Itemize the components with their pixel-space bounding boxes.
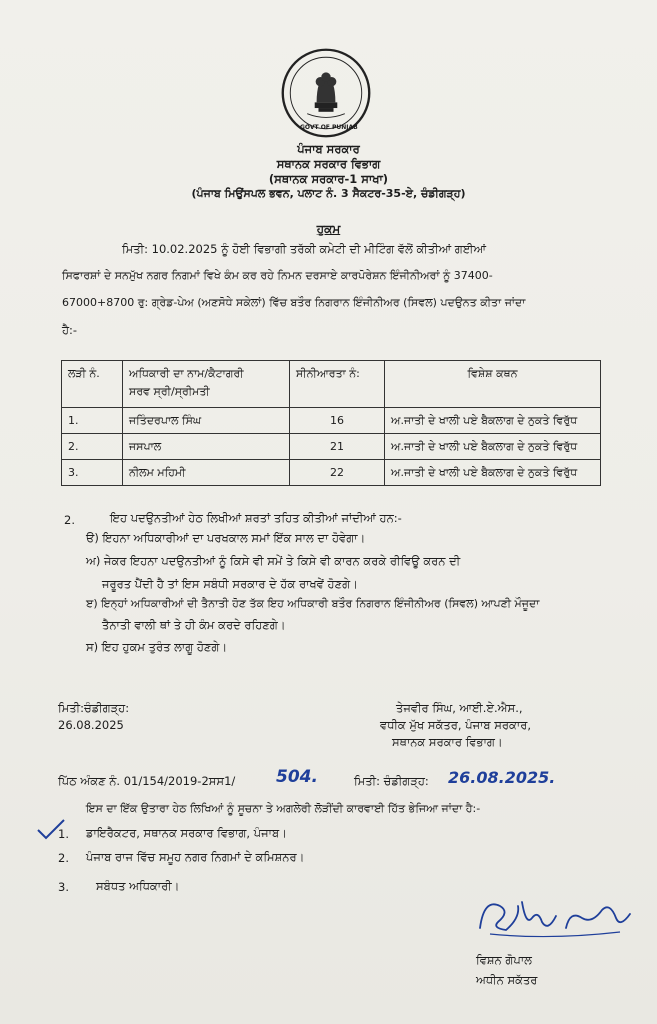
- condition-a: ੳ) ਇਹਨਾ ਅਧਿਕਾਰੀਆਂ ਦਾ ਪਰਖਕਾਲ ਸਮਾਂ ਇੱਕ ਸਾਲ ਦਾ ਹੋਵੇਗਾ।: [86, 531, 366, 545]
- undersigned-name: ਵਿਸ਼ਨ ਗੋਪਾਲ: [476, 953, 532, 967]
- header-branch: (ਸਥਾਨਕ ਸਰਕਾਰ-1 ਸਾਖਾ): [268, 172, 389, 186]
- conditions-intro: ਇਹ ਪਦਉਨਤੀਆਂ ਹੇਠ ਲਿਖੀਆਂ ਸ਼ਰਤਾਂ ਤਹਿਤ ਕੀਤੀਆਂ ਜਾਂਦੀਆਂ ਹਨ:-: [110, 511, 402, 525]
- endorsement-intro: ਇਸ ਦਾ ਇੱਕ ਉਤਾਰਾ ਹੇਠ ਲਿਖਿਆਂ ਨੂੰ ਸੂਚਨਾ ਤੇ ਅਗਲੇਰੀ ਲੋੜੀਂਦੀ ਕਾਰਵਾਈ ਹਿੱਤ ਭੇਜਿਆ ਜਾਂਦਾ ਹੈ:-: [86, 802, 481, 815]
- cell-serial: 1.: [62, 408, 123, 434]
- table-row: [62, 460, 601, 486]
- header-name: [123, 361, 290, 408]
- order-para-line-2: ਸਿਫਾਰਸ਼ਾਂ ਦੇ ਸਨਮੁੱਖ ਨਗਰ ਨਿਗਮਾਂ ਵਿਖੇ ਕੰਮ ਕਰ ਰਹੇ ਨਿਮਨ ਦਰਸਾਏ ਕਾਰਪੋਰੇਸ਼ਨ ਇੰਜੀਨੀਅਰਾਂ ਨੂੰ 37400-: [62, 269, 493, 282]
- copy-item-text: ਪੰਜਾਬ ਰਾਜ ਵਿੱਚ ਸਮੂਹ ਨਗਰ ਨਿਗਮਾਂ ਦੇ ਕਮਿਸ਼ਨਰ।: [86, 850, 305, 864]
- header-department: ਸਥਾਨਕ ਸਰਕਾਰ ਵਿਭਾਗ: [276, 157, 381, 171]
- copy-item-number: 3.: [58, 880, 69, 894]
- endorsement-date-handwritten: 26.08.2025.: [448, 768, 556, 787]
- promotion-table: [61, 360, 601, 486]
- conditions-number: 2.: [64, 513, 75, 527]
- signatory-department: ਸਥਾਨਕ ਸਰਕਾਰ ਵਿਭਾਗ।: [392, 735, 503, 749]
- order-para-line-3: 67000+8700 ਰੁ: ਗ੍ਰੇਡ-ਪੇਅ (ਅਣਸੋਧੇ ਸਕੇਲਾਂ) ਵਿੱਚ ਬਤੌਰ ਨਿਗਰਾਨ ਇੰਜੀਨੀਅਰ (ਸਿਵਲ) ਪਦਉਨਤ ਕੀਤਾ ਜਾਂਦਾ: [62, 296, 526, 309]
- signatory-name: ਤੇਜਵੀਰ ਸਿੰਘ, ਆਈ.ਏ.ਐਸ.,: [396, 701, 523, 715]
- cell-seniority: 16: [290, 408, 385, 434]
- header-remarks: ਵਿਸ਼ੇਸ਼ ਕਥਨ: [385, 361, 601, 408]
- header-address: (ਪੰਜਾਬ ਮਿਉਂਸਪਲ ਭਵਨ, ਪਲਾਟ ਨੰ. 3 ਸੈਕਟਰ-35-ਏ, ਚੰਡੀਗੜ੍ਹ): [191, 187, 466, 200]
- handwritten-signature-icon: [470, 888, 640, 958]
- cell-name: ਜਤਿੰਦਰਪਾਲ ਸਿੰਘ: [123, 408, 290, 434]
- endorsement-ref-handwritten: 504.: [276, 767, 318, 787]
- header-government: ਪੰਜਾਬ ਸਰਕਾਰ: [297, 142, 360, 156]
- endorsement-date-label: ਮਿਤੀ: ਚੰਡੀਗੜ੍ਹ:: [354, 774, 429, 788]
- cell-serial: 3.: [62, 460, 123, 486]
- copy-item-text: ਡਾਇਰੈਕਟਰ, ਸਥਾਨਕ ਸਰਕਾਰ ਵਿਭਾਗ, ਪੰਜਾਬ।: [86, 826, 287, 840]
- condition-c-line-2: ਤੈਨਾਤੀ ਵਾਲੀ ਥਾਂ ਤੇ ਹੀ ਕੰਮ ਕਰਦੇ ਰਹਿਣਗੇ।: [102, 618, 286, 632]
- table-header-row: [62, 361, 601, 408]
- copy-item-text: ਸਬੰਧਤ ਅਧਿਕਾਰੀ।: [96, 879, 180, 893]
- cell-seniority: 21: [290, 434, 385, 460]
- place-label: ਮਿਤੀ:ਚੰਡੀਗੜ੍ਹ:: [58, 701, 130, 715]
- condition-c-line-1: ੲ) ਇਨ੍ਹਾਂ ਅਧਿਕਾਰੀਆਂ ਦੀ ਤੈਨਾਤੀ ਹੋਣ ਤੱਕ ਇਹ ਅਧਿਕਾਰੀ ਬਤੌਰ ਨਿਗਰਾਨ ਇੰਜੀਨੀਅਰ (ਸਿਵਲ) ਆਪਣੀ ਮੌਜੂਦਾ: [86, 597, 540, 610]
- order-para-line-4: ਹੈ:-: [62, 323, 78, 337]
- table-row: [62, 408, 601, 434]
- cell-name: ਜਸਪਾਲ: [123, 434, 290, 460]
- header-name-main: ਅਧਿਕਾਰੀ ਦਾ ਨਾਮ/ਕੈਟਾਗਰੀ: [129, 367, 244, 380]
- condition-d: ਸ) ਇਹ ਹੁਕਮ ਤੁਰੰਤ ਲਾਗੂ ਹੋਣਗੇ।: [86, 640, 228, 654]
- endorsement-ref: ਪਿੱਠ ਅੰਕਣ ਨੰ. 01/154/2019-2ਸਸ1/: [58, 774, 236, 788]
- header-name-sub: ਸਰਵ ਸ੍ਰੀ/ਸ੍ਰੀਮਤੀ: [129, 385, 210, 398]
- signatory-designation: ਵਧੀਕ ਮੁੱਖ ਸਕੱਤਰ, ਪੰਜਾਬ ਸਰਕਾਰ,: [380, 718, 531, 732]
- cell-serial: 2.: [62, 434, 123, 460]
- cell-remarks: ਅ.ਜਾਤੀ ਦੇ ਖਾਲੀ ਪਏ ਬੈਕਲਾਗ ਦੇ ਨੁਕਤੇ ਵਿਰੁੱਧ: [385, 460, 601, 486]
- cell-name: ਨੀਲਮ ਮਹਿਮੀ: [123, 460, 290, 486]
- order-heading: ਹੁਕਮ: [316, 222, 341, 236]
- header-seniority: ਸੀਨੀਆਰਤਾ ਨੰ:: [290, 361, 385, 408]
- cell-remarks: ਅ.ਜਾਤੀ ਦੇ ਖਾਲੀ ਪਏ ਬੈਕਲਾਗ ਦੇ ਨੁਕਤੇ ਵਿਰੁੱਧ: [385, 434, 601, 460]
- undersigned-designation: ਅਧੀਨ ਸਕੱਤਰ: [476, 973, 538, 987]
- cell-seniority: 22: [290, 460, 385, 486]
- condition-b-line-2: ਜਰੂਰਤ ਪੈਂਦੀ ਹੈ ਤਾਂ ਇਸ ਸਬੰਧੀ ਸਰਕਾਰ ਦੇ ਹੱਕ ਰਾਖਵੇਂ ਹੋਣਗੇ।: [102, 577, 358, 591]
- order-para-line-1: ਮਿਤੀ: 10.02.2025 ਨੂੰ ਹੋਈ ਵਿਭਾਗੀ ਤਰੱਕੀ ਕਮੇਟੀ ਦੀ ਮੀਟਿੰਗ ਵੱਲੋਂ ਕੀਤੀਆਂ ਗਈਆਂ: [122, 242, 487, 256]
- condition-b-line-1: ਅ) ਜੇਕਰ ਇਹਨਾ ਪਦਉਨਤੀਆਂ ਨੂੰ ਕਿਸੇ ਵੀ ਸਮੇਂ ਤੇ ਕਿਸੇ ਵੀ ਕਾਰਨ ਕਰਕੇ ਰੀਵਿਊ ਕਰਨ ਦੀ: [86, 554, 461, 568]
- cell-remarks: ਅ.ਜਾਤੀ ਦੇ ਖਾਲੀ ਪਏ ਬੈਕਲਾਗ ਦੇ ਨੁਕਤੇ ਵਿਰੁੱਧ: [385, 408, 601, 434]
- header-serial: ਲੜੀ ਨੰ.: [62, 361, 123, 408]
- order-date: 26.08.2025: [58, 718, 124, 732]
- table-row: [62, 434, 601, 460]
- copy-item-number: 2.: [58, 851, 69, 865]
- copy-item-number: 1.: [58, 827, 69, 841]
- seal-caption: GOVT OF PUNJAB: [300, 124, 358, 131]
